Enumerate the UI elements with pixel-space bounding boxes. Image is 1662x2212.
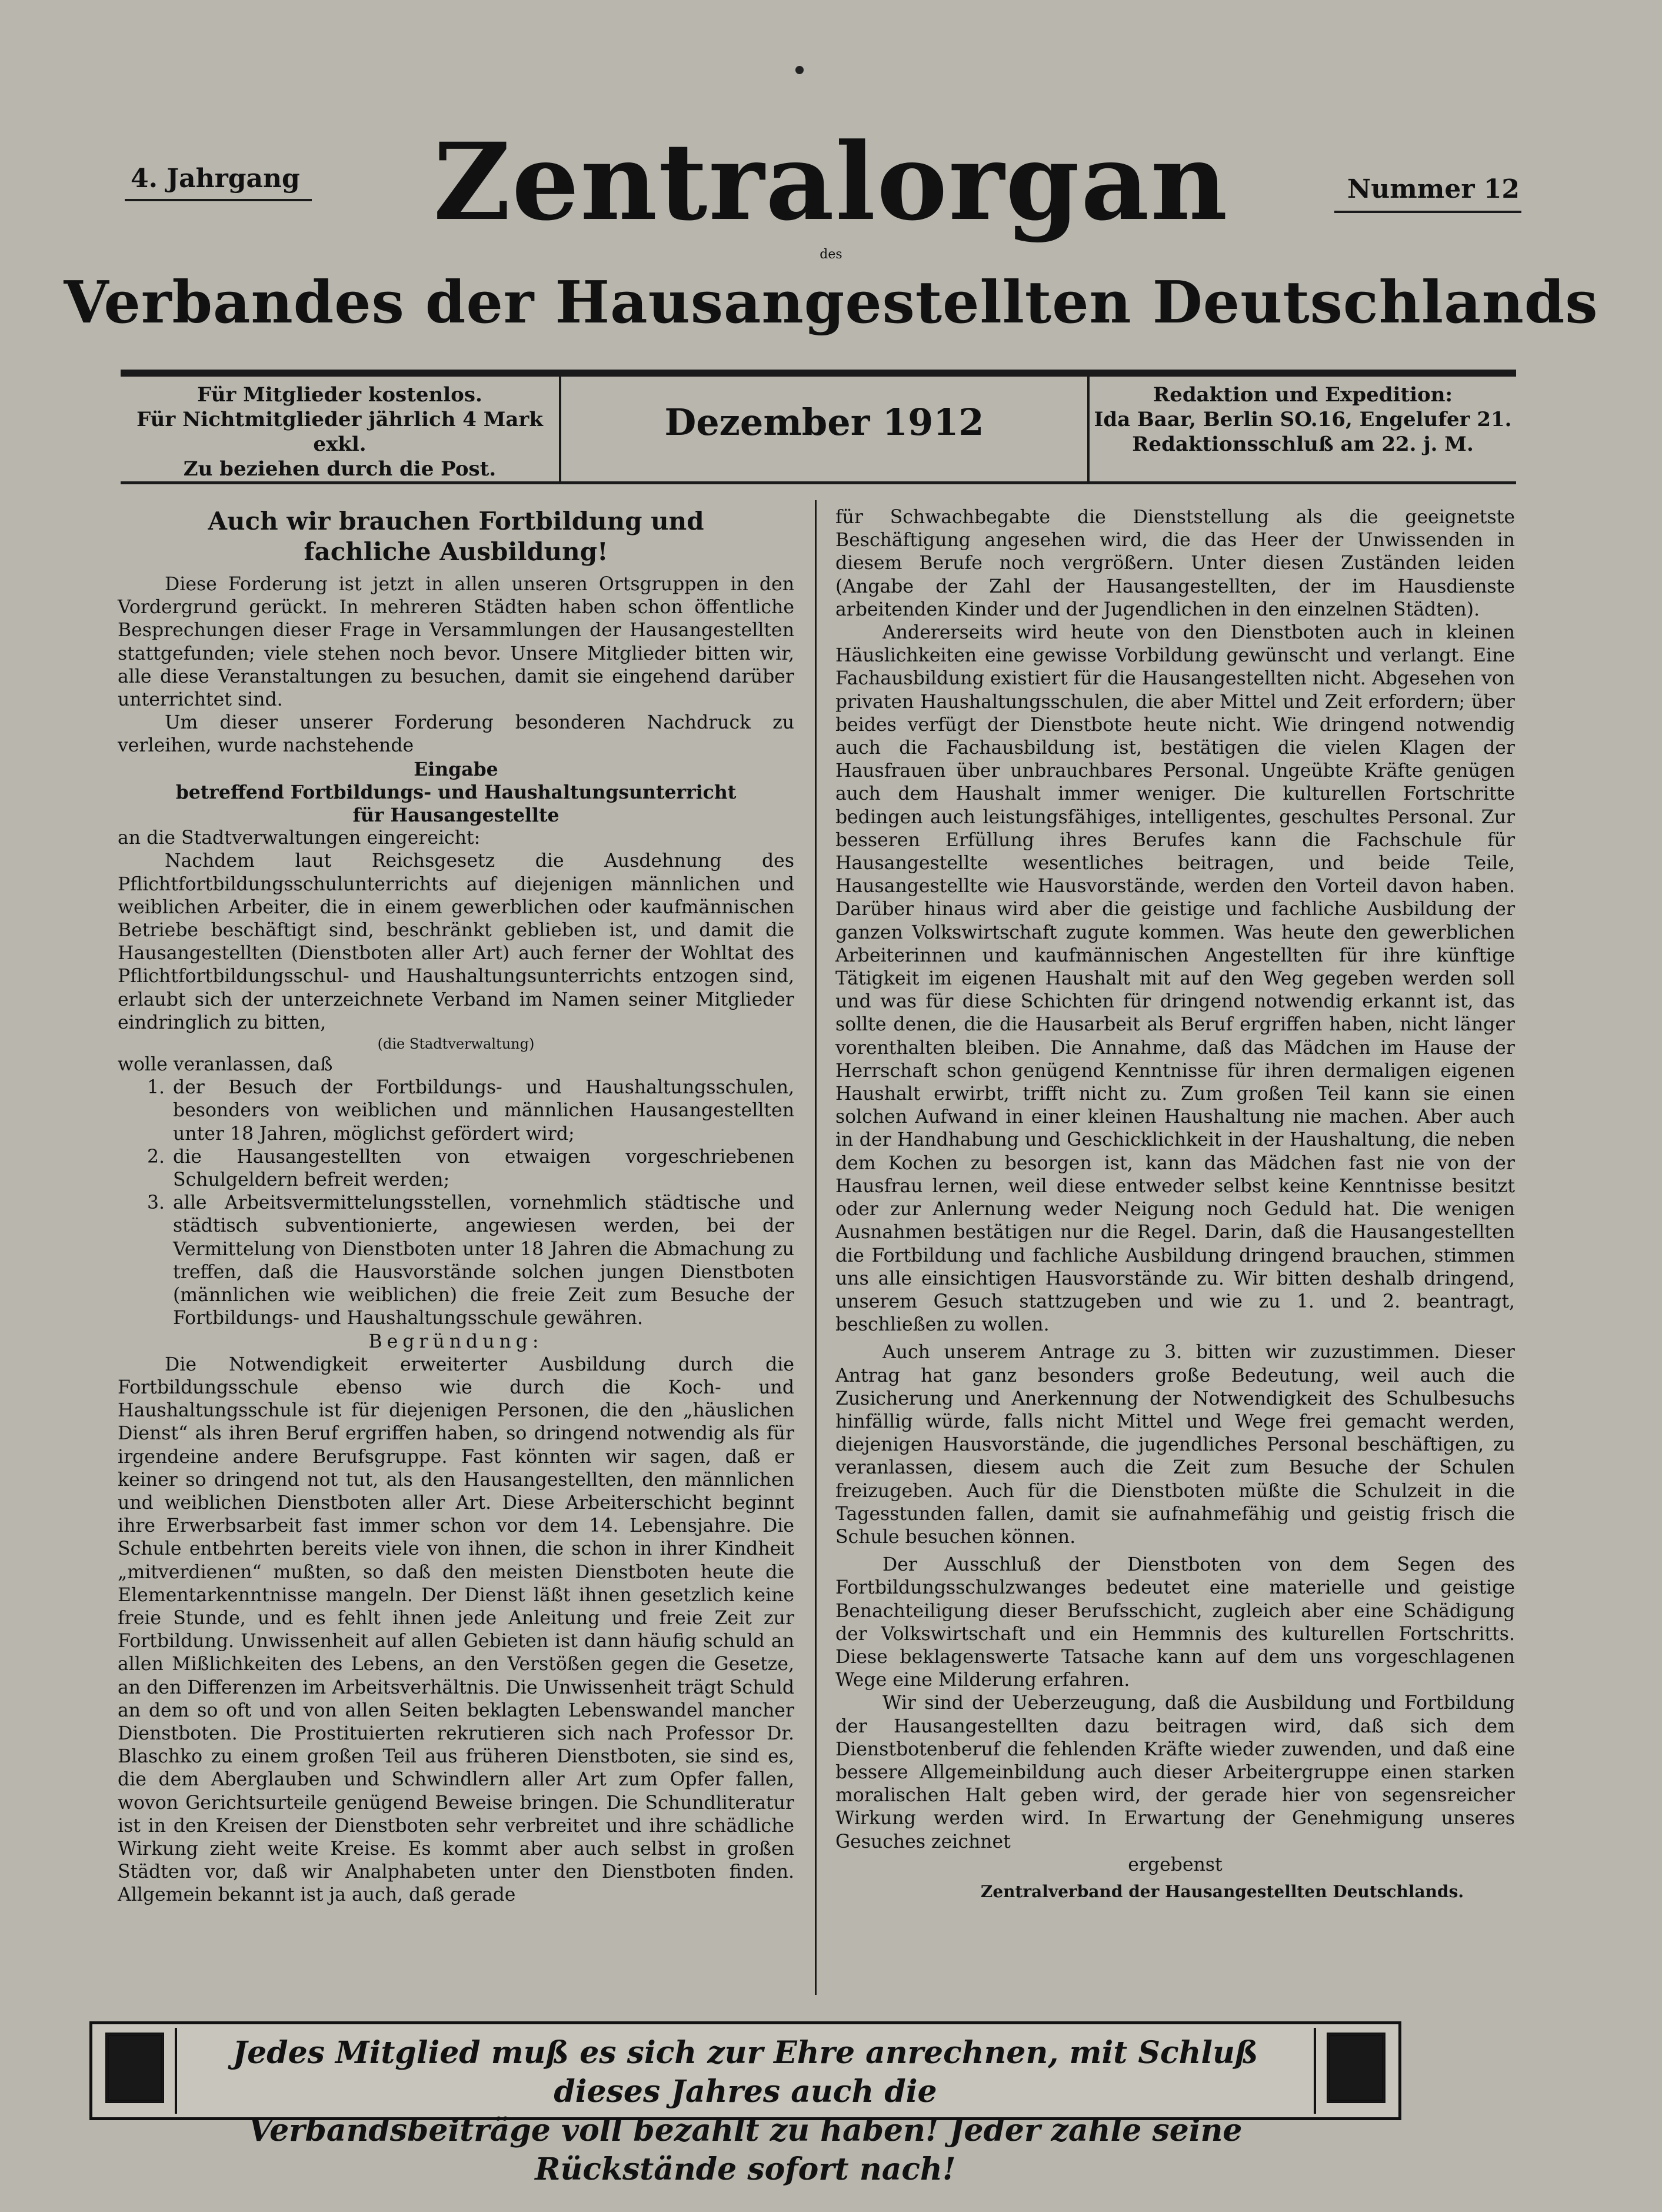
request-list-item xyxy=(118,1076,794,1146)
reminder-text-frame xyxy=(175,2028,1316,2187)
list-number: 2. xyxy=(146,1146,165,1167)
article-paragraph: für Schwachbegabte die Dienststellung als die geeignetste Beschäftigung angesehen wird, die das Heer der Unwissenden in diesem Berufe noch vergrößern. Unter diesen Zuständen leiden (Angabe der Zahl der Hausangestellten, der im Hausdienste arbeitenden Kinder und der Jugendlichen in den einzelnen Städten). xyxy=(835,507,1515,620)
editorial-info xyxy=(1090,382,1516,457)
top-dot xyxy=(795,66,804,74)
subscription-info xyxy=(121,382,559,481)
editorial-line: Ida Baar, Berlin SO.16, Engelufer 21. xyxy=(1094,408,1512,431)
infobar-top-rule xyxy=(121,370,1516,377)
closing-word: ergebenst xyxy=(1128,1854,1223,1875)
request-list-item xyxy=(118,1192,794,1330)
article-heading-line: Auch wir brauchen Fortbildung und xyxy=(208,507,704,535)
reminder-line: Verbandsbeiträge voll bezahlt zu haben! Jeder zahle seine Rückstände sofort nach! xyxy=(248,2113,1243,2187)
article-column-right xyxy=(835,506,1515,1903)
subscription-line: Zu beziehen durch die Post. xyxy=(183,457,497,481)
article-paragraph: Um dieser unserer Forderung besonderen Nachdruck zu verleihen, wurde nachstehende xyxy=(118,712,794,757)
eingabe-subtitle: für Hausangestellte xyxy=(352,804,559,827)
masthead-title: Zentralorgan xyxy=(433,120,1229,244)
article-paragraph: Auch unserem Antrage zu 3. bitten wir zuzustimmen. Dieser Antrag hat ganz besonders große Bedeutung, weil auch die Zusicherung und Anerkennung der Notwendigkeit des Schulbesuchs hinfällig würde, falls nicht Mittel und Wege frei gemacht werden, diejenigen Hausvorstände, die jugendliches Personal beschäftigen, zu veranlassen, diesem auch die Zeit zum Besuche der Schulen freizugeben. Auch für die Dienstboten müßte die Schulzeit in die Tagesstunden fallen, damit sie aufnahmefähig und geistig frisch die Schule besuchen können. xyxy=(835,1342,1515,1548)
reminder-line: Jedes Mitglied muß es sich zur Ehre anrechnen, mit Schluß dieses Jahres auch die xyxy=(232,2035,1258,2110)
decorative-square-left xyxy=(105,2033,164,2103)
signature: Zentralverband der Hausangestellten Deutschlands. xyxy=(980,1881,1464,1901)
article-heading-line: fachliche Ausbildung! xyxy=(304,537,608,566)
list-number: 1. xyxy=(146,1077,165,1099)
infobar-bottom-rule xyxy=(121,481,1516,484)
issue-number-label: Nummer 12 xyxy=(1347,174,1520,204)
reminder-message xyxy=(177,2028,1314,2189)
article-paragraph: wolle veranlassen, daß xyxy=(118,1054,333,1076)
column-divider xyxy=(815,500,817,1995)
begruendung-heading: Begründung: xyxy=(368,1330,544,1352)
stadtverwaltung-note: (die Stadtverwaltung) xyxy=(377,1036,535,1053)
eingabe-title: Eingabe xyxy=(414,758,498,780)
list-text: alle Arbeitsvermittelungsstellen, vornehmlich städtische und städtisch subventionierte, angewiesen werden, bei der Vermittelung von Dienstboten unter 18 Jahren die Abmachung zu treffen, daß die Hausvorstände solchen jungen Dienstboten (männlichen wie weiblichen) die freie Zeit zum Besuche der Fortbildungs- und Haushaltungsschule gewähren. xyxy=(173,1192,794,1329)
volume-label: 4. Jahrgang xyxy=(131,164,300,194)
article-paragraph: Nachdem laut Reichsgesetz die Ausdehnung des Pflichtfortbildungsschulunterrichts auf diejenigen männlichen und weiblichen Arbeiter, die in einem gewerblichen oder kaufmännischen Betriebe beschäftigt sind, beschränkt geblieben ist, und damit die Hausangestellten (Dienstboten aller Art) auch ferner der Wohltat des Pflichtfortbildungsschul- und Haushaltungsunterrichts entzogen sind, erlaubt sich der unterzeichnete Verband im Namen seiner Mitglieder eindringlich zu bitten, xyxy=(118,850,794,1033)
editorial-line: Redaktionsschluß am 22. j. M. xyxy=(1132,433,1474,456)
article-paragraph: an die Stadtverwaltungen eingereicht: xyxy=(118,827,481,849)
subscription-line: Für Mitglieder kostenlos. xyxy=(197,383,482,407)
list-number: 3. xyxy=(146,1192,165,1214)
article-paragraph: Wir sind der Ueberzeugung, daß die Ausbildung und Fortbildung der Hausangestellten dazu beitragen wird, daß sich dem Dienstbotenberuf die fehlenden Kräfte wieder zuwenden, und daß eine bessere Allgemeinbildung auch dieser Arbeitergruppe einen starken moralischen Halt geben wird, der gerade hier von segensreicher Wirkung werden wird. In Erwartung der Genehmigung unseres Gesuches zeichnet xyxy=(835,1692,1515,1852)
article-column-left xyxy=(118,506,794,1907)
decorative-square-right xyxy=(1327,2033,1385,2103)
request-list-item xyxy=(118,1146,794,1192)
article-paragraph: Diese Forderung ist jetzt in allen unseren Ortsgruppen in den Vordergrund gerückt. In mehreren Städten haben schon öffentliche Besprechungen dieser Frage in Versammlungen der Hausangestellten stattgefunden; viele stehen noch bevor. Unsere Mitglieder bitten wir, alle diese Veranstaltungen zu besuchen, damit sie eingehend darüber unterrichtet sind. xyxy=(118,574,794,711)
eingabe-subtitle: betreffend Fortbildungs- und Haushaltungsunterricht xyxy=(175,781,737,803)
masthead-des: des xyxy=(820,247,842,262)
article-paragraph: Die Notwendigkeit erweiterter Ausbildung durch die Fortbildungsschule ebenso wie durch die Koch- und Haushaltungsschule ist für diejenigen Personen, die den „häuslichen Dienst“ als ihren Beruf ergriffen haben, so dringend notwendig als für irgendeine andere Berufsgruppe. Fast könnten wir sagen, daß er keiner so dringend not tut, als den Hausangestellten, den männlichen und weiblichen Dienstboten aller Art. Diese Arbeiterschicht beginnt ihre Erwerbsarbeit fast immer schon vor dem 14. Lebensjahre. Die Schule entbehrten bereits viele von ihnen, die schon in ihrer Kindheit „mitverdienen“ mußten, so daß den meisten Dienstboten heute die Elementarkenntnisse mangeln. Der Dienst läßt ihnen gesetzlich keine freie Stunde, und es fehlt ihnen jede Anleitung und freie Zeit zur Fortbildung. Unwissenheit auf allen Gebieten ist dann häufig schuld an allen Mißlichkeiten des Lebens, an den Verstößen gegen die Gesetze, an den Differenzen im Arbeitsverhältnis. Die Unwissenheit trägt Schuld an dem so oft und von allen Seiten beklagten Lebenswandel mancher Dienstboten. Die Prostituierten rekrutieren sich nach Professor Dr. Blaschko zu einem großen Teil aus früheren Dienstboten, sie sind es, die dem Aberglauben und Schwindlern aller Art zum Opfer fallen, wovon Gerichtsurteile genügend Beweise bringen. Die Schundliteratur ist in den Kreisen der Dienstboten sehr verbreitet und ihre schädliche Wirkung zieht weite Kreise. Es kommt aber auch selbst in großen Städten vor, daß wir Analphabeten unter den Dienstboten finden. Allgemein bekannt ist ja auch, daß gerade xyxy=(118,1353,794,1906)
masthead-subtitle: Verbandes der Hausangestellten Deutschlands xyxy=(64,269,1598,337)
article-paragraph: Andererseits wird heute von den Dienstboten auch in kleinen Häuslichkeiten eine gewisse Vorbildung gewünscht und verlangt. Eine Fachausbildung existiert für die Hausangestellten nicht. Abgesehen von privaten Haushaltungsschulen, die aber Mittel und Zeit erfordern; über beides verfügt der Dienstbote heute nicht. Wie dringend notwendig auch die Fachausbildung ist, bestätigen die vielen Klagen der Hausfrauen über unbrauchbares Personal. Ungeübte Kräfte genügen auch dem Haushalt immer weniger. Die kulturellen Fortschritte bedingen auch leistungsfähiges, intelligentes, geschultes Personal. Zur besseren Erfüllung ihres Berufes kann die Fachschule für Hausangestellte wesentliches beitragen, und beide Teile, Hausangestellte wie Hausvorstände, werden den Vorteil davon haben. Darüber hinaus wird aber die geistige und fachliche Ausbildung der ganzen Volkswirtschaft zugute kommen. Was heute den gewerblichen Arbeiterinnen und kaufmännischen Angestellten für ihre künftige Tätigkeit im eigenen Haushalt mit auf den Weg gegeben werden soll und was für diese Schichten für dringend notwendig erkannt ist, das sollte denen, die die Hausarbeit als Beruf ergriffen haben, nicht länger vorenthalten bleiben. Die Annahme, daß das Mädchen im Hause der Herrschaft schon genügend Kenntnisse für ihren dermaligen eigenen Haushalt erwirbt, trifft nicht zu. Zum großen Teil kann sie einen solchen Aufwand in einer kleinen Haushaltung nie machen. Aber auch in der Handhabung und Geschicklichkeit in der Haushaltung, die neben dem Kochen zu besorgen ist, kann das Mädchen fast nie von der Hausfrau lernen, weil diese entweder selbst keine Kenntnisse besitzt oder zur Anlernung weder Neigung noch Geduld hat. Die wenigen Ausnahmen bestätigen nur die Regel. Darin, daß die Hausangestellten die Fortbildung und fachliche Ausbildung dringend brauchen, stimmen uns alle einsichtigen Hausvorstände zu. Wir bitten deshalb dringend, unserem Gesuch stattzugeben und wie zu 1. und 2. beantragt, beschließen zu wollen. xyxy=(835,622,1515,1336)
issue-date: Dezember 1912 xyxy=(664,401,984,444)
editorial-line: Redaktion und Expedition: xyxy=(1153,383,1453,407)
subscription-line: Für Nichtmitglieder jährlich 4 Mark exkl. xyxy=(136,408,543,456)
list-text: die Hausangestellten von etwaigen vorgeschriebenen Schulgeldern befreit werden; xyxy=(173,1146,794,1191)
list-text: der Besuch der Fortbildungs- und Haushaltungsschulen, besonders von weiblichen und männlichen Hausangestellten unter 18 Jahren, möglichst gefördert wird; xyxy=(173,1077,794,1145)
article-paragraph: Der Ausschluß der Dienstboten von dem Segen des Fortbildungsschulzwanges bedeutet eine materielle und geistige Benachteiligung dieser Berufsschicht, zugleich aber eine Schädigung der Volkswirtschaft und ein Hemmnis des kulturellen Fortschritts. Diese beklagenswerte Tatsache kann auf dem uns vorgeschlagenen Wege eine Milderung erfahren. xyxy=(835,1554,1515,1691)
dues-reminder-box xyxy=(89,2021,1401,2187)
